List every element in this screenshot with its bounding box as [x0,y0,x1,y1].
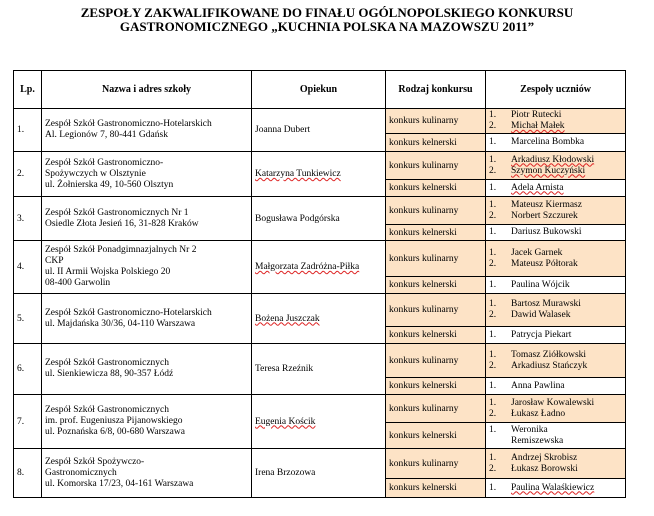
member-number: 1. [489,199,497,210]
team-member [489,330,622,341]
rodzaj-kulinarny: konkurs kulinarny [386,344,486,378]
member-name: Dawid Walasek [511,310,571,320]
member-number: 1. [489,247,497,258]
team-member [489,259,622,270]
lp-cell: 1. [14,109,42,152]
member-name: Łukasz Borowski [511,463,578,474]
school-line: ul. Majdańska 30/36, 04-110 Warszawa [45,318,196,329]
member-name: Norbert Szczurek [511,210,578,221]
member-name: Łukasz Ładno [511,408,566,419]
member-name: Patrycja Piekart [511,329,572,340]
member-number: 1. [489,349,497,360]
opiekun-name: Eugenia Kościk [255,416,316,427]
opiekun-name: Bogusława Podgórska [255,213,340,224]
member-name: Anna Pawlina [511,380,565,391]
page-title [0,6,654,34]
school-line: Osiedle Złota Jesień 16, 31-828 Kraków [45,218,199,229]
team-kulinarny [486,152,626,180]
member-name: Arkadiusz Stańczyk [511,360,588,371]
school-cell [42,344,252,395]
school-cell [42,395,252,449]
member-number: 1. [489,452,497,463]
member-number: 1. [489,299,497,309]
member-name: Piotr Rutecki [511,110,562,120]
member-number: 2. [489,210,497,221]
team-kelnerski [486,423,626,449]
member-name-block [511,330,571,341]
finalists-table [13,70,626,498]
team-member [489,299,622,310]
school-cell [42,449,252,498]
school-line: Zespół Szkół Gastronomicznych [45,405,170,415]
member-name: Paulina Wójcik [511,279,570,290]
school-line: Zespół Szkół Gastronomicznych Nr 1 [45,207,189,218]
team-kelnerski [486,479,626,498]
member-number: 1. [489,380,497,391]
school-line: ul. Poznańska 6/8, 00-680 Warszawa [45,427,185,437]
team-member [489,110,622,121]
lp-cell: 8. [14,449,42,498]
school-line: Zespół Szkół Gastronomicznych [45,358,170,368]
team-member [489,183,622,194]
opiekun-cell [252,449,386,498]
member-number: 1. [489,424,497,435]
team-member [489,425,622,447]
member-number: 2. [489,258,497,269]
team-member [489,166,622,177]
opiekun-name: Małgorzata Zadróżna-Piłka [255,262,360,272]
team-kelnerski [486,225,626,241]
team-kelnerski [486,327,626,344]
team-member [489,350,622,361]
team-member [489,155,622,166]
team-kulinarny [486,241,626,277]
lp-cell: 6. [14,344,42,395]
member-name: Jacek Garnek [511,247,563,258]
team-kelnerski [486,378,626,395]
school-line: 08-400 Garwolin [45,278,111,288]
team-kelnerski [486,180,626,197]
rodzaj-kelnerski: konkurs kelnerski [386,180,486,197]
team-member [489,453,622,464]
rodzaj-kulinarny: konkurs kulinarny [386,294,486,327]
school-line: ul. Sienkiewicza 88, 90-357 Łódź [45,369,174,379]
table-body [14,109,626,498]
rodzaj-kelnerski: konkurs kelnerski [386,134,486,152]
school-line: ul. Żołnierska 49, 10-560 Olsztyn [45,179,174,190]
member-name: Bartosz Murawski [511,299,581,309]
title-line-1: ZESPOŁY ZAKWALIFIKOWANE DO FINAŁU OGÓLNOPOLSKIEGO KONKURSU [80,5,574,20]
rodzaj-kelnerski: konkurs kelnerski [386,225,486,241]
table-row [14,449,626,479]
table-row [14,241,626,277]
member-name-block [511,381,565,392]
member-name: Jarosław Kowalewski [511,397,595,408]
member-name: Tomasz Ziółkowski [511,349,587,360]
rodzaj-kelnerski: konkurs kelnerski [386,423,486,449]
member-number: 2. [489,408,497,419]
header-opiekun: Opiekun [252,71,386,109]
rodzaj-kulinarny: konkurs kulinarny [386,241,486,277]
school-line: Spożywczych w Olsztynie [45,168,146,179]
member-name: Dariusz Bukowski [511,227,582,237]
table-row [14,152,626,180]
table-row [14,197,626,225]
rodzaj-kelnerski: konkurs kelnerski [386,327,486,344]
opiekun-cell [252,294,386,344]
school-cell [42,294,252,344]
member-number: 2. [489,121,497,131]
member-name: Arkadiusz Kłodowski [511,154,595,165]
rodzaj-kulinarny: konkurs kulinarny [386,152,486,180]
member-name-block [511,137,584,148]
member-number: 2. [489,165,497,176]
header-rodzaj: Rodzaj konkursu [386,71,486,109]
opiekun-name: Irena Brzozowa [255,468,316,478]
member-number: 2. [489,310,497,320]
member-name-block [511,483,594,494]
school-line: im. prof. Eugeniusza Pijanowskiego [45,416,183,426]
opiekun-name: Teresa Rzeźnik [255,364,314,374]
member-number: 1. [489,482,497,493]
team-kulinarny [486,294,626,327]
rodzaj-kulinarny: konkurs kulinarny [386,197,486,225]
team-member [489,248,622,259]
member-name-block [511,425,563,447]
school-cell [42,152,252,197]
member-name: Paulina Walaśkiewicz [511,482,595,493]
member-number: 2. [489,463,497,474]
member-name: Andrzej Skrobisz [511,452,578,463]
table-header-row [14,71,626,109]
school-line: Zespół Szkół Gastronomiczno-Hotelarskich [45,307,212,318]
lp-cell: 4. [14,241,42,294]
school-line: Zespół Szkół Ponadgimnazjalnych Nr 2 [45,245,197,255]
header-school: Nazwa i adres szkoły [42,71,252,109]
team-member [489,409,622,420]
team-member [489,310,622,321]
school-line: Gastronomicznych [45,467,117,478]
member-name: Weronika [511,424,548,435]
opiekun-cell [252,395,386,449]
team-kelnerski [486,277,626,294]
lp-cell: 5. [14,294,42,344]
team-member [489,200,622,211]
rodzaj-kulinarny: konkurs kulinarny [386,109,486,134]
rodzaj-kelnerski: konkurs kelnerski [386,479,486,498]
member-number: 1. [489,137,497,147]
member-name: Remiszewska [511,435,564,446]
lp-cell: 3. [14,197,42,241]
member-name: Michał Małek [511,121,565,131]
rodzaj-kelnerski: konkurs kelnerski [386,277,486,294]
school-cell [42,197,252,241]
table-row [14,109,626,134]
team-member [489,280,622,291]
team-kulinarny [486,344,626,378]
team-member [489,211,622,222]
opiekun-cell [252,109,386,152]
school-cell [42,241,252,294]
member-number: 1. [489,279,497,290]
rodzaj-kulinarny: konkurs kulinarny [386,395,486,423]
opiekun-cell [252,152,386,197]
opiekun-cell [252,241,386,294]
member-name: Marcelina Bombka [511,137,585,147]
team-member [489,227,622,238]
team-member [489,137,622,148]
school-line: CKP [45,256,64,266]
team-member [489,121,622,132]
school-line: Zespół Szkół Spożywczo- [45,456,145,467]
opiekun-name: Bożena Juszczak [255,313,320,324]
title-line-2: GASTRONOMICZNEGO „KUCHNIA POLSKA NA MAZOWSZU 2011” [119,19,535,34]
opiekun-name: Katarzyna Tunkiewicz [255,169,341,179]
table-row [14,344,626,378]
table-row [14,395,626,423]
school-line: ul. II Armii Wojska Polskiego 20 [45,267,171,277]
team-kulinarny [486,395,626,423]
lp-cell: 2. [14,152,42,197]
team-member [489,361,622,372]
team-kelnerski [486,134,626,152]
school-line: Zespół Szkół Gastronomiczno-Hotelarskich [45,119,212,129]
member-name: Mateusz Kiermasz [511,199,582,210]
member-number: 1. [489,329,497,340]
header-zespoly: Zespoły uczniów [486,71,626,109]
member-name: Mateusz Półtorak [511,258,578,269]
school-cell [42,109,252,152]
member-number: 1. [489,227,497,237]
opiekun-cell [252,197,386,241]
member-number: 1. [489,110,497,120]
member-number: 1. [489,182,497,193]
opiekun-cell [252,344,386,395]
table-row [14,294,626,327]
member-name-block [511,183,564,194]
school-line: Zespół Szkół Gastronomiczno- [45,157,164,168]
team-kulinarny [486,197,626,225]
team-member [489,381,622,392]
member-number: 1. [489,397,497,408]
team-kulinarny [486,109,626,134]
member-name: Szymon Kuczyński [511,165,586,176]
rodzaj-kulinarny: konkurs kulinarny [386,449,486,479]
opiekun-name: Joanna Dubert [255,125,311,135]
team-member [489,398,622,409]
member-number: 1. [489,154,497,165]
team-kulinarny [486,449,626,479]
school-line: Al. Legionów 7, 80-441 Gdańsk [45,130,168,140]
member-number: 2. [489,360,497,371]
lp-cell: 7. [14,395,42,449]
team-member [489,464,622,475]
team-member [489,483,622,494]
school-line: ul. Komorska 17/23, 04-161 Warszawa [45,478,194,489]
header-lp: Lp. [14,71,42,109]
member-name-block [511,227,581,238]
member-name: Adela Arnista [511,182,564,193]
rodzaj-kelnerski: konkurs kelnerski [386,378,486,395]
member-name-block [511,280,570,291]
